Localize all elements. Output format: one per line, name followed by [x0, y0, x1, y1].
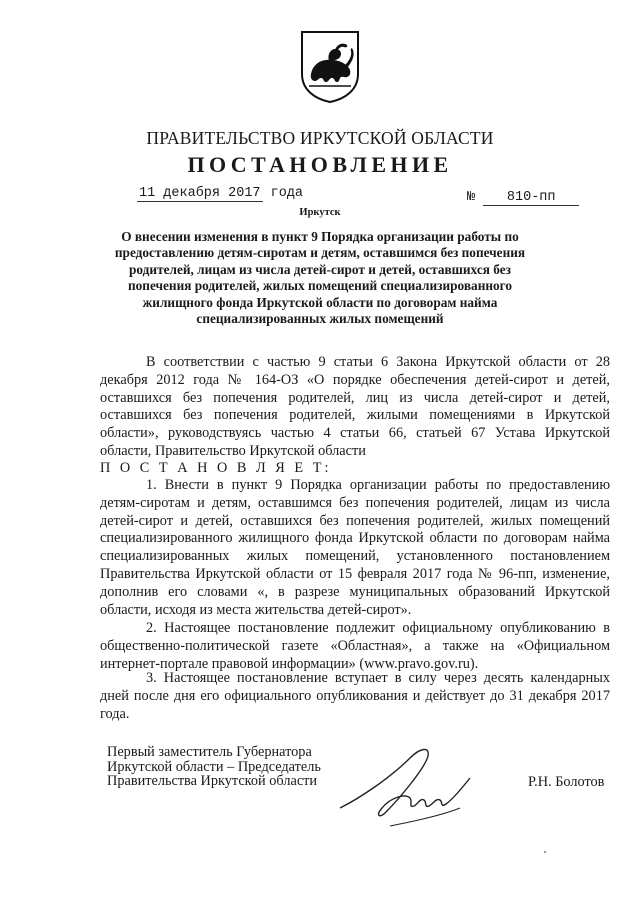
- signer-position-line-2: Иркутской области – Председатель: [107, 758, 321, 775]
- number-value: 810-пп: [483, 190, 579, 206]
- date-value: 11 декабря 2017: [139, 186, 261, 201]
- document-subject: О внесении изменения в пункт 9 Порядка организации работы по предоставлению детям-сиротам и детям, оставшимся без попечения родителей, лицам из числа детей-сирот и детей, оставшихся без попечения родителей, жилых помещений специализированного жилищного фонда Иркутской области по договорам найма специализированных жилых помещений: [114, 229, 526, 327]
- document-number: [467, 190, 579, 206]
- point-3-paragraph: 3. Настоящее постановление вступает в силу через десять календарных дней после дня его официального опубликования и действует до 31 декабря 2017 года.: [100, 670, 610, 722]
- preamble-paragraph: В соответствии с частью 9 статьи 6 Закона Иркутской области от 28 декабря 2012 года № 164-ОЗ «О порядке обеспечения детей-сирот и детей, оставшихся без попечения родителей, лиц из числа детей-сирот и детей, оставшихся без попечения родителей, жилыми помещениями в Иркутской области», руководствуясь частью 4 статьи 66, статьей 67 Устава Иркутской области, Правительство Иркутской области: [100, 354, 610, 459]
- number-sign: №: [467, 190, 476, 205]
- signer-position-line-1: Первый заместитель Губернатора: [107, 744, 312, 760]
- document-date: [137, 186, 303, 201]
- government-name: ПРАВИТЕЛЬСТВО ИРКУТСКОЙ ОБЛАСТИ: [146, 128, 494, 148]
- date-suffix: года: [262, 186, 304, 201]
- coat-of-arms-icon: [299, 30, 361, 104]
- signer-name: Р.Н. Болотов: [528, 774, 605, 790]
- point-1-paragraph: 1. Внести в пункт 9 Порядка организации работы по предоставлению детям-сиротам и детям, оставшимся без попечения родителей, лицам из числа детей-сирот и детей, оставшихся без попечения родителей, жилых помещений специализированного жилищного фонда Иркутской области по договорам найма специализированных жилых помещений, установленного постановлением Правительства Иркутской области от 15 февраля 2017 года № 96-пп, изменение, дополнив его словами «, в разрезе муниципальных образований Иркутской области, исходя из места жительства детей-сирот».: [100, 477, 610, 618]
- city: Иркутск: [299, 207, 341, 218]
- scan-speck: [544, 851, 546, 853]
- handwritten-signature-icon: [330, 738, 480, 838]
- signer-position: [107, 745, 321, 789]
- resolves-heading: П О С Т А Н О В Л Я Е Т:: [100, 460, 332, 476]
- point-2-paragraph: 2. Настоящее постановление подлежит официальному опубликованию в общественно-политической газете «Областная», а также на «Официальном интернет-портале правовой информации» (www.pravo.gov.ru).: [100, 620, 610, 672]
- signer-position-line-3: Правительства Иркутской области: [107, 773, 318, 789]
- document-type: ПОСТАНОВЛЕНИЕ: [187, 152, 453, 177]
